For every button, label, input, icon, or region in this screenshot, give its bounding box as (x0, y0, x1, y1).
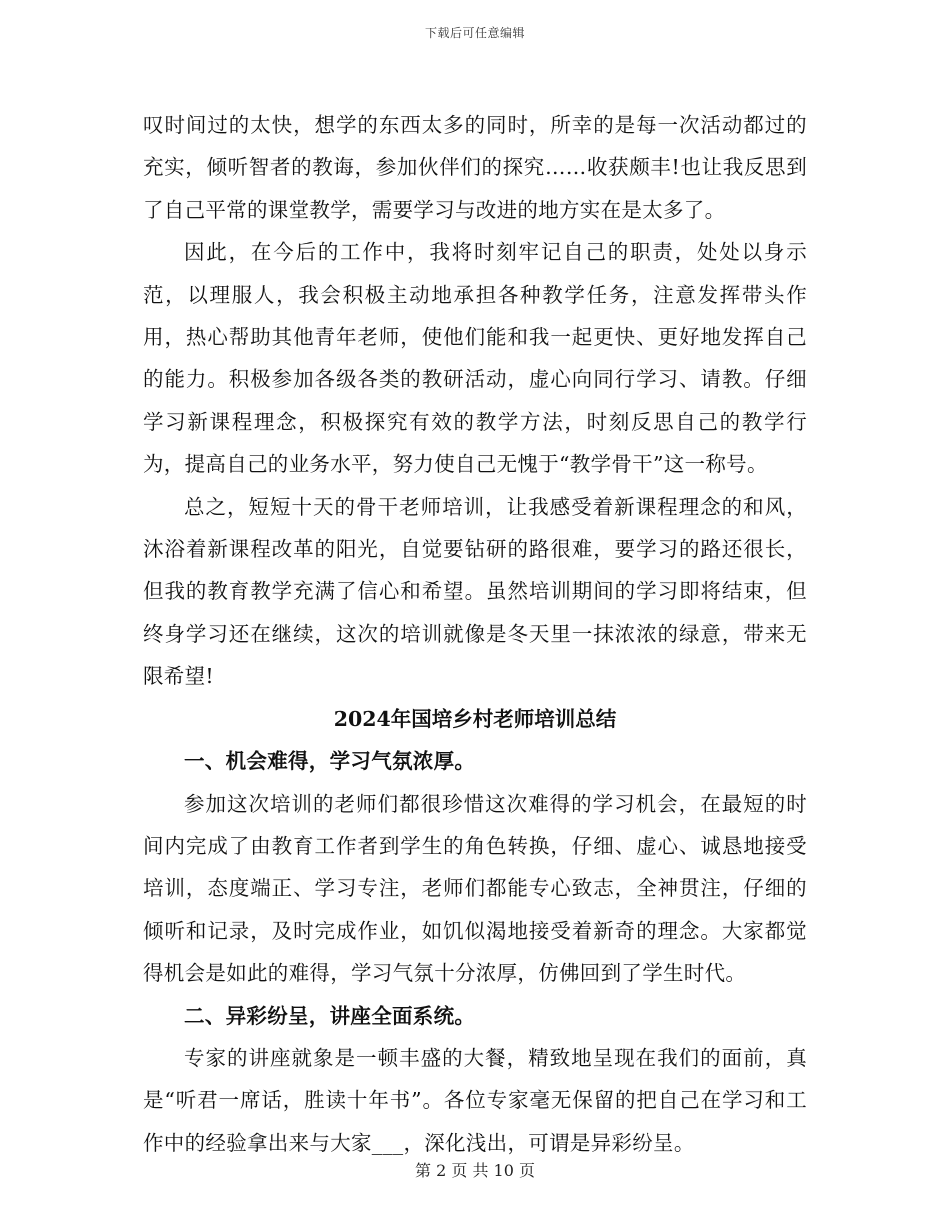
paragraph-summary: 总之，短短十天的骨干老师培训，让我感受着新课程理念的和风，沐浴着新课程改革的阳光，自觉要钻研的路很难，要学习的路还很长，但我的教育教学充满了信心和希望。虽然培训期间的学习即将结束，但终身学习还在继续，这次的培训就像是冬天里一抹浓浓的绿意，带来无限希望! (143, 494, 807, 689)
page-header: 下载后可任意编辑 (424, 26, 525, 40)
paragraph-continuation: 叹时间过的太快，想学的东西太多的同时，所幸的是每一次活动都过的充实，倾听智者的教诲，参加伙伴们的探究……收获颇丰!也让我反思到了自己平常的课堂教学，需要学习与改进的地方实在是太多了。 (143, 113, 807, 222)
document-title: 2024年国培乡村老师培训总结 (333, 706, 617, 731)
paragraph-future-work: 因此，在今后的工作中，我将时刻牢记自己的职责，处处以身示范，以理服人，我会积极主动地承担各种教学任务，注意发挥带头作用，热心帮助其他青年老师，使他们能和我一起更快、更好地发挥自己的能力。积极参加各级各类的教研活动，虚心向同行学习、请教。仔细学习新课程理念，积极探究有效的教学方法，时刻反思自己的教学行为，提高自己的业务水平，努力使自己无愧于“教学骨干”这一称号。 (143, 240, 807, 477)
page-number: 第 2 页 共 10 页 (415, 1161, 535, 1180)
section-heading-1: 一、机会难得，学习气氛浓厚。 (184, 749, 476, 774)
section-heading-2: 二、异彩纷呈，讲座全面系统。 (184, 1003, 476, 1028)
document-body (143, 104, 807, 1164)
paragraph-section-1: 参加这次培训的老师们都很珍惜这次难得的学习机会，在最短的时间内完成了由教育工作者到学生的角色转换，仔细、虚心、诚恳地接受培训，态度端正、学习专注，老师们都能专心致志，全神贯注，仔细的倾听和记录，及时完成作业，如饥似渴地接受着新奇的理念。大家都觉得机会是如此的难得，学习气氛十分浓厚，仿佛回到了学生时代。 (143, 791, 807, 986)
paragraph-section-2: 专家的讲座就象是一顿丰盛的大餐，精致地呈现在我们的面前，真是“听君一席话，胜读十年书”。各位专家毫无保留的把自己在学习和工作中的经验拿出来与大家___，深化浅出，可谓是异彩纷呈。 (143, 1045, 807, 1155)
